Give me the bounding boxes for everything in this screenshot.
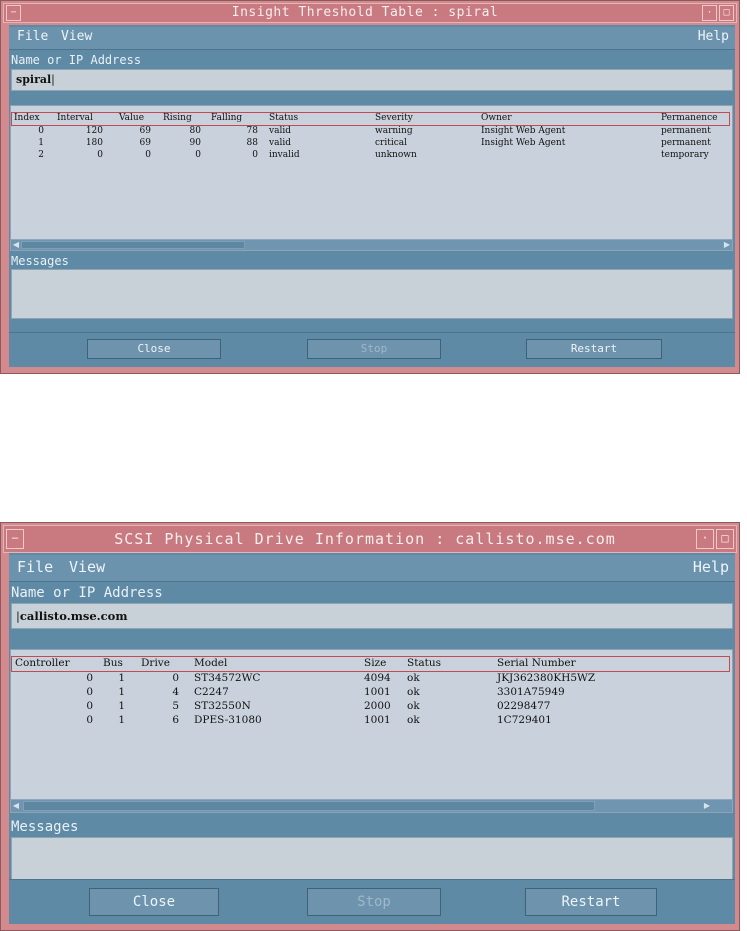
messages-label: Messages (11, 254, 69, 268)
close-button[interactable]: Close (87, 339, 221, 359)
cell-severity: critical (375, 138, 408, 148)
close-button[interactable]: Close (89, 888, 219, 916)
cell-permanence: temporary (661, 150, 709, 160)
cell-status: valid (269, 138, 291, 148)
restart-button[interactable]: Restart (525, 888, 657, 916)
cell-bus: 1 (118, 700, 125, 712)
cell-index: 0 (38, 126, 44, 136)
drive-list[interactable] (10, 649, 733, 813)
cell-interval: 180 (85, 138, 103, 148)
scrollbar-thumb[interactable] (21, 241, 245, 249)
menu-file[interactable]: File (17, 558, 54, 576)
window-title: Insight Threshold Table : spiral (231, 5, 499, 20)
menu-view[interactable]: View (69, 558, 106, 576)
title-bar[interactable] (3, 3, 737, 23)
col-owner[interactable]: Owner (481, 113, 512, 123)
col-drive[interactable]: Drive (141, 657, 170, 669)
list-header-row (11, 657, 732, 671)
cell-status: ok (407, 686, 420, 698)
list-header-row (11, 113, 732, 125)
cell-size: 4094 (364, 672, 391, 684)
cell-size: 1001 (364, 714, 391, 726)
cell-falling: 0 (252, 150, 258, 160)
cell-severity: warning (375, 126, 413, 136)
menu-bar (9, 27, 735, 50)
col-serial[interactable]: Serial Number (497, 657, 576, 669)
cell-index: 1 (38, 138, 44, 148)
cell-controller: 0 (86, 714, 93, 726)
arrow-left-icon[interactable]: ◀ (12, 240, 20, 249)
minimize-button[interactable] (702, 5, 717, 21)
square-icon: □ (721, 531, 729, 545)
col-bus[interactable]: Bus (103, 657, 123, 669)
cell-rising: 80 (189, 126, 201, 136)
col-controller[interactable]: Controller (15, 657, 70, 669)
col-index[interactable]: Index (14, 113, 40, 123)
menu-help[interactable]: Help (692, 558, 729, 576)
col-falling[interactable]: Falling (211, 113, 243, 123)
menu-view[interactable]: View (61, 29, 93, 44)
window-title: SCSI Physical Drive Information : callisto.mse.com (114, 530, 616, 548)
cell-severity: unknown (375, 150, 417, 160)
table-row[interactable] (11, 686, 732, 700)
minimize-button[interactable] (696, 529, 714, 549)
cell-permanence: permanent (661, 138, 711, 148)
messages-label: Messages (11, 819, 79, 835)
button-bar (9, 332, 735, 367)
messages-area[interactable] (11, 269, 733, 319)
window-menu-button[interactable] (6, 529, 24, 549)
table-row[interactable] (11, 672, 732, 686)
address-label: Name or IP Address (11, 585, 163, 601)
text-cursor: | (16, 609, 20, 623)
cell-drive: 6 (172, 714, 179, 726)
cell-serial: JKJ362380KH5WZ (497, 672, 596, 684)
address-input[interactable] (11, 603, 733, 629)
cell-controller: 0 (86, 700, 93, 712)
button-bar (9, 879, 735, 924)
cell-interval: 120 (85, 126, 103, 136)
cell-serial: 1C729401 (497, 714, 552, 726)
cell-status: ok (407, 672, 420, 684)
table-row[interactable] (11, 126, 732, 138)
cell-rising: 0 (195, 150, 201, 160)
col-model[interactable]: Model (194, 657, 228, 669)
menu-file[interactable]: File (17, 29, 49, 44)
col-interval[interactable]: Interval (57, 113, 93, 123)
table-row[interactable] (11, 714, 732, 728)
threshold-table-window (0, 0, 740, 374)
cell-permanence: permanent (661, 126, 711, 136)
stop-button[interactable]: Stop (307, 339, 441, 359)
arrow-right-icon[interactable]: ▶ (703, 801, 711, 810)
col-status[interactable]: Status (407, 657, 442, 669)
cell-controller: 0 (86, 686, 93, 698)
horizontal-scrollbar[interactable] (11, 799, 732, 812)
cell-value: 69 (139, 138, 151, 148)
col-severity[interactable]: Severity (375, 113, 413, 123)
window-menu-button[interactable] (6, 5, 21, 21)
cell-index: 2 (38, 150, 44, 160)
cell-value: 0 (145, 150, 151, 160)
threshold-list[interactable] (10, 105, 733, 251)
title-bar[interactable] (3, 525, 737, 553)
table-row[interactable] (11, 138, 732, 150)
scsi-drive-window (0, 522, 740, 931)
cell-model: ST34572WC (194, 672, 261, 684)
table-row[interactable] (11, 700, 732, 714)
cell-model: ST32550N (194, 700, 251, 712)
cell-status: ok (407, 700, 420, 712)
dot-icon: · (706, 7, 713, 18)
cell-bus: 1 (118, 714, 125, 726)
minus-icon: − (11, 531, 19, 545)
cell-interval: 0 (97, 150, 103, 160)
cell-owner: Insight Web Agent (481, 126, 566, 136)
col-size[interactable]: Size (364, 657, 387, 669)
cell-bus: 1 (118, 686, 125, 698)
col-permanence[interactable]: Permanence (661, 113, 718, 123)
cell-status: valid (269, 126, 291, 136)
cell-serial: 3301A75949 (497, 686, 565, 698)
address-value: spiral (16, 73, 52, 86)
cell-falling: 78 (246, 126, 258, 136)
window-client (9, 553, 735, 924)
cell-serial: 02298477 (497, 700, 551, 712)
cell-status: ok (407, 714, 420, 726)
maximize-button[interactable] (716, 529, 734, 549)
cell-bus: 1 (118, 672, 125, 684)
address-label: Name or IP Address (11, 53, 142, 67)
table-row[interactable] (11, 150, 732, 162)
col-rising[interactable]: Rising (163, 113, 192, 123)
cell-status: invalid (269, 150, 300, 160)
menu-bar (9, 555, 735, 582)
arrow-left-icon[interactable]: ◀ (12, 801, 20, 810)
window-client (9, 25, 735, 367)
cell-drive: 5 (172, 700, 179, 712)
cell-controller: 0 (86, 672, 93, 684)
col-value[interactable]: Value (119, 113, 145, 123)
scrollbar-thumb[interactable] (23, 801, 595, 811)
horizontal-scrollbar[interactable] (11, 239, 732, 250)
menu-help[interactable]: Help (697, 29, 729, 44)
cell-rising: 90 (189, 138, 201, 148)
cell-size: 2000 (364, 700, 391, 712)
restart-button[interactable]: Restart (526, 339, 662, 359)
cell-model: C2247 (194, 686, 229, 698)
arrow-right-icon[interactable]: ▶ (723, 240, 731, 249)
address-value: callisto.mse.com (19, 609, 128, 623)
dot-icon: · (701, 531, 709, 545)
cell-value: 69 (139, 126, 151, 136)
cell-drive: 4 (172, 686, 179, 698)
cell-falling: 88 (246, 138, 258, 148)
cell-model: DPES-31080 (194, 714, 262, 726)
cell-drive: 0 (172, 672, 179, 684)
text-cursor: | (51, 73, 55, 86)
cell-size: 1001 (364, 686, 391, 698)
minus-icon: − (10, 7, 17, 18)
square-icon: □ (723, 7, 730, 18)
stop-button[interactable]: Stop (307, 888, 441, 916)
cell-owner: Insight Web Agent (481, 138, 566, 148)
address-input[interactable] (11, 69, 733, 91)
maximize-button[interactable] (719, 5, 734, 21)
col-status[interactable]: Status (269, 113, 299, 123)
